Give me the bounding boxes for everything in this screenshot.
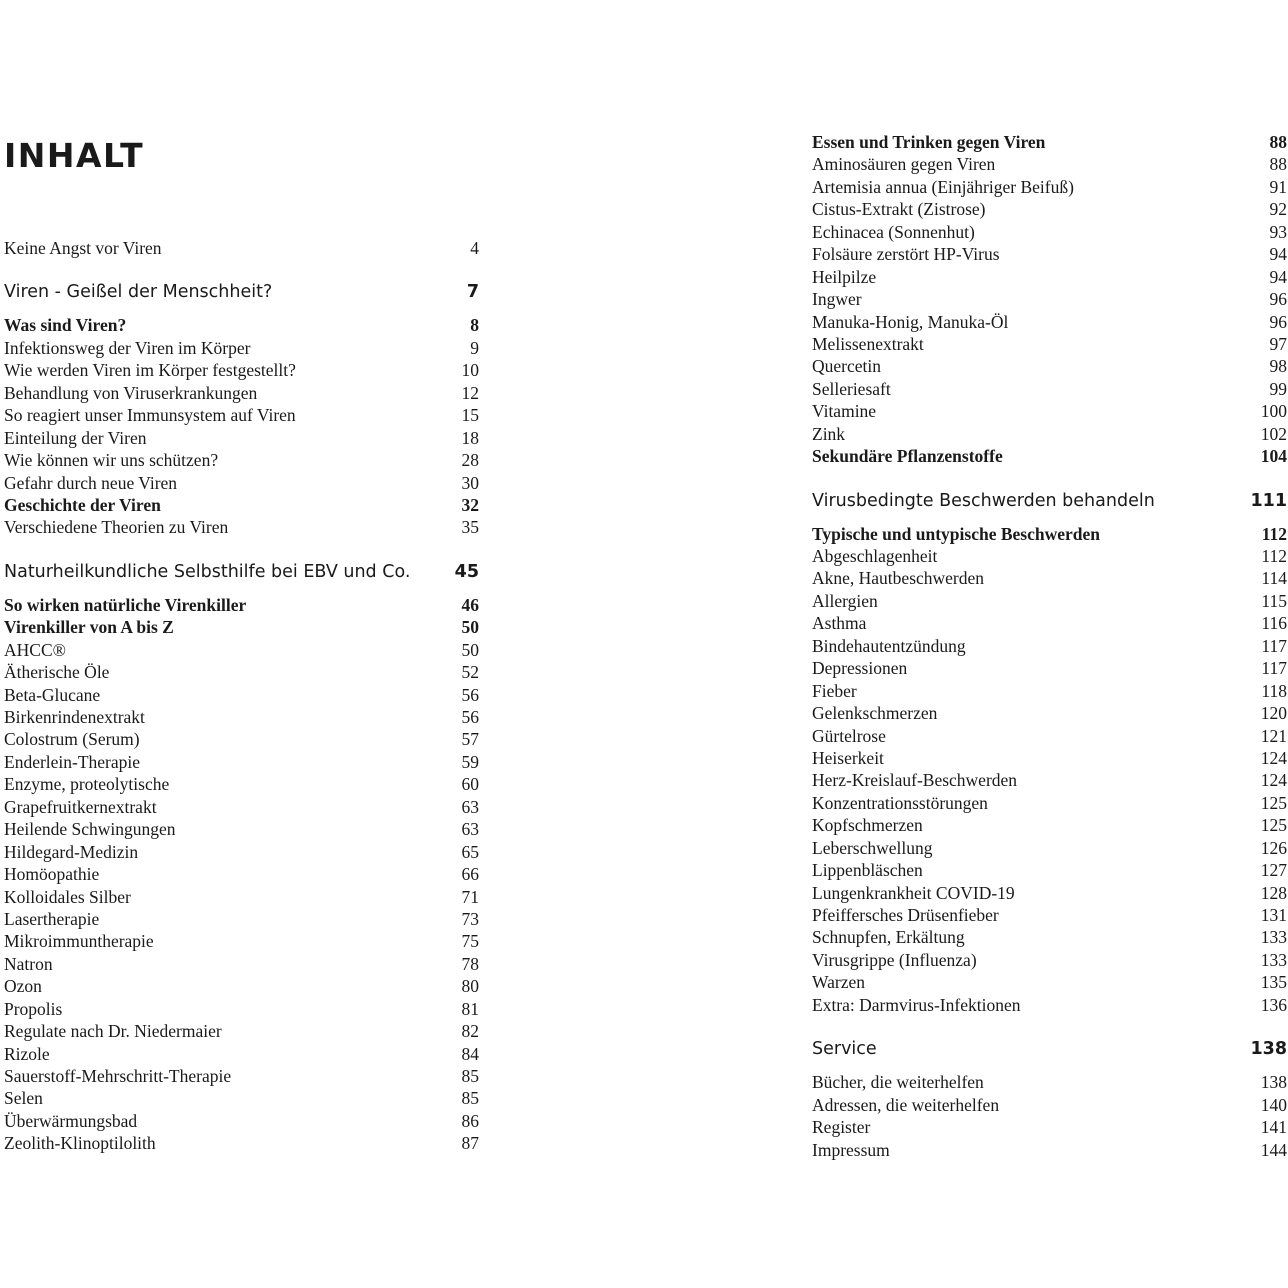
toc-page-number: 96 [1269,311,1287,332]
toc-entry-label: Selen [4,1088,43,1109]
toc-page-number: 98 [1269,356,1287,377]
toc-entry-label: Wie können wir uns schützen? [4,450,219,471]
toc-column-left [4,237,479,1155]
toc-entry[interactable] [4,472,479,494]
toc-entry-label: Fieber [812,680,857,701]
toc-chapter-entry[interactable] [812,131,1287,153]
toc-entry-label: Manuka-Honig, Manuka-Öl [812,311,1009,332]
toc-entry-label: So reagiert unser Immunsystem auf Viren [4,405,296,426]
toc-page-number: 56 [461,707,479,727]
toc-page-number: 120 [1260,703,1287,724]
toc-page-number: 116 [1261,613,1287,634]
toc-entry-label: Colostrum (Serum) [4,729,140,750]
toc-section-heading[interactable] [4,270,479,314]
toc-entry-label: Adressen, die weiterhelfen [812,1094,1000,1115]
toc-entry-label: Aminosäuren gegen Viren [812,154,996,175]
toc-chapter-entry[interactable] [4,314,479,336]
toc-entry[interactable] [4,684,479,706]
toc-entry[interactable] [812,1139,1287,1161]
toc-entry[interactable] [812,400,1287,422]
toc-entry-label: Verschiedene Theorien zu Viren [4,517,229,538]
toc-entry-label: Lasertherapie [4,908,100,929]
toc-page-number: 56 [461,684,479,705]
toc-page-number: 66 [461,864,479,885]
toc-page-number: 85 [461,1088,479,1109]
toc-entry[interactable] [4,818,479,840]
toc-entry-label: Ätherische Öle [4,662,110,683]
toc-entry[interactable] [812,904,1287,926]
toc-page-number: 45 [454,561,479,582]
toc-entry[interactable] [812,378,1287,400]
toc-page-number: 50 [461,639,479,660]
toc-page-number: 78 [461,953,479,974]
toc-entry[interactable] [4,841,479,863]
toc-entry[interactable] [812,725,1287,747]
toc-entry[interactable] [4,382,479,404]
toc-entry-label: Service [812,1039,877,1060]
toc-entry-label: Kolloidales Silber [4,886,131,907]
toc-entry[interactable] [812,994,1287,1016]
toc-entry[interactable] [4,639,479,661]
toc-entry-label: Heilende Schwingungen [4,819,176,840]
toc-entry[interactable] [4,953,479,975]
toc-entry-label: Enderlein-Therapie [4,751,141,772]
toc-page-number: 28 [461,450,479,471]
toc-entry-label: Folsäure zerstört HP-Virus [812,244,1000,265]
toc-page-number: 94 [1269,266,1287,287]
toc-entry-label: Typische und untypische Beschwerden [812,523,1100,544]
toc-entry[interactable] [812,1094,1287,1116]
toc-entry-label: Virenkiller von A bis Z [4,617,174,638]
toc-page-number: 124 [1260,747,1287,768]
toc-entry-label: Was sind Viren? [4,315,127,336]
toc-entry-label: Sauerstoff-Mehrschritt-Therapie [4,1066,232,1086]
toc-entry-label: Kopfschmerzen [812,815,923,836]
toc-entry[interactable] [812,635,1287,657]
toc-entry-label: Einteilung der Viren [4,427,147,448]
toc-page-number: 131 [1260,905,1287,925]
toc-page-number: 18 [461,427,479,448]
toc-entry[interactable] [812,814,1287,836]
toc-entry-label: Konzentrationsstörungen [812,792,988,813]
toc-entry-label: Viren - Geißel der Menschheit? [4,282,273,303]
toc-page-number: 60 [461,774,479,795]
toc-entry-label: Melissenextrakt [812,333,924,354]
toc-entry-label: Homöopathie [4,864,100,885]
toc-entry[interactable] [812,423,1287,445]
toc-entry-label: Bindehautentzündung [812,635,966,656]
toc-entry[interactable] [4,1043,479,1065]
toc-page-number: 10 [461,360,479,381]
toc-page-number: 102 [1260,423,1287,444]
toc-chapter-entry[interactable] [812,445,1287,467]
toc-entry-label: Infektionsweg der Viren im Körper [4,337,251,358]
toc-page-number: 133 [1260,927,1287,948]
toc-entry[interactable] [4,1087,479,1109]
toc-entry[interactable] [812,971,1287,993]
toc-entry[interactable] [4,863,479,885]
toc-page-number: 96 [1269,289,1287,310]
toc-entry-label: Virusbedingte Beschwerden behandeln [812,490,1155,511]
toc-page-number: 8 [470,315,479,336]
toc-page-number: 93 [1269,221,1287,242]
toc-entry-label: Essen und Trinken gegen Viren [812,132,1046,152]
toc-entry[interactable] [812,590,1287,612]
toc-entry-label: Zeolith-Klinoptilolith [4,1133,156,1154]
toc-page-number: 97 [1269,333,1287,354]
toc-entry-label: Gürtelrose [812,725,886,746]
toc-entry[interactable] [4,661,479,683]
toc-page-number: 138 [1250,1039,1287,1060]
toc-page-number: 136 [1260,994,1287,1015]
toc-entry-label: Gelenkschmerzen [812,703,938,724]
toc-entry-label: AHCC® [4,639,66,660]
toc-entry[interactable] [812,243,1287,265]
toc-entry-label: Geschichte der Viren [4,494,161,515]
toc-chapter-entry[interactable] [812,523,1287,545]
toc-entry[interactable] [4,998,479,1020]
toc-page-number: 86 [461,1110,479,1131]
toc-page-number: 7 [466,282,479,303]
toc-entry[interactable] [812,567,1287,589]
toc-page-number: 88 [1269,154,1287,175]
toc-page-number: 118 [1261,680,1287,701]
toc-section-heading[interactable] [812,1027,1287,1071]
toc-entry[interactable] [4,237,479,259]
toc-entry-label: Register [812,1117,871,1138]
toc-entry-label: Gefahr durch neue Viren [4,472,178,493]
toc-page-number: 125 [1260,815,1287,836]
toc-entry-label: Pfeiffersches Drüsenfieber [812,905,999,925]
toc-entry-label: Wie werden Viren im Körper festgestellt? [4,360,296,381]
toc-entry-label: Enzyme, proteolytische [4,774,170,795]
toc-page-number: 87 [461,1133,479,1154]
toc-entry[interactable] [812,792,1287,814]
toc-page-number: 100 [1260,401,1287,422]
toc-column-right [812,131,1287,1161]
toc-page-number: 121 [1260,725,1287,746]
toc-entry[interactable] [4,908,479,930]
toc-entry-label: Selleriesaft [812,378,891,399]
toc-page-number: 85 [461,1066,479,1086]
section-spacer [812,468,1287,479]
toc-entry[interactable] [812,680,1287,702]
toc-page-number: 50 [461,617,479,638]
toc-entry[interactable] [4,975,479,997]
toc-page-number: 138 [1260,1072,1287,1093]
toc-page-number: 114 [1261,568,1287,589]
toc-page-number: 125 [1260,792,1287,813]
toc-page-number: 32 [461,494,479,515]
toc-entry-label: Hildegard-Medizin [4,841,139,862]
toc-entry[interactable] [812,266,1287,288]
toc-entry[interactable] [4,773,479,795]
toc-entry-label: Grapefruitkernextrakt [4,796,157,817]
toc-entry[interactable] [4,359,479,381]
toc-page-number: 112 [1261,523,1287,544]
toc-entry[interactable] [4,930,479,952]
toc-chapter-entry[interactable] [4,616,479,638]
toc-page-number: 117 [1261,658,1287,679]
toc-entry-label: Propolis [4,998,63,1019]
toc-entry-label: Warzen [812,972,865,993]
toc-page-number: 117 [1261,635,1287,656]
toc-entry[interactable] [4,796,479,818]
toc-entry[interactable] [4,427,479,449]
section-spacer [812,1016,1287,1027]
toc-entry[interactable] [812,153,1287,175]
toc-entry[interactable] [812,859,1287,881]
toc-entry-label: Bücher, die weiterhelfen [812,1072,984,1093]
toc-entry-label: Behandlung von Viruserkrankungen [4,382,258,403]
toc-entry[interactable] [812,657,1287,679]
toc-entry[interactable] [812,747,1287,769]
toc-page-number: 144 [1260,1139,1287,1160]
toc-entry[interactable] [4,449,479,471]
toc-page-number: 15 [461,405,479,426]
toc-page-number: 126 [1260,837,1287,858]
toc-entry-label: Vitamine [812,401,877,422]
toc-chapter-entry[interactable] [4,494,479,516]
toc-entry-label: Extra: Darmvirus-Infektionen [812,994,1021,1015]
toc-entry[interactable] [812,702,1287,724]
toc-entry[interactable] [812,198,1287,220]
toc-page-number: 65 [461,841,479,862]
toc-entry[interactable] [4,1065,479,1087]
toc-entry[interactable] [4,1132,479,1154]
toc-entry-label: Quercetin [812,356,881,377]
toc-page-number: 63 [461,796,479,817]
toc-entry[interactable] [812,949,1287,971]
toc-page-number: 135 [1260,972,1287,993]
toc-entry[interactable] [4,404,479,426]
toc-entry[interactable] [812,1116,1287,1138]
toc-entry-label: Birkenrindenextrakt [4,707,145,727]
toc-entry[interactable] [812,926,1287,948]
toc-entry[interactable] [812,288,1287,310]
toc-page-number: 46 [461,594,479,615]
toc-section-heading[interactable] [812,479,1287,523]
toc-entry[interactable] [812,311,1287,333]
toc-entry[interactable] [4,516,479,538]
toc-entry-label: Natron [4,953,53,974]
toc-entry-label: Beta-Glucane [4,684,101,705]
toc-section-heading[interactable] [4,550,479,594]
page-title: INHALT [4,136,145,175]
toc-entry-label: Überwärmungsbad [4,1110,138,1131]
toc-entry[interactable] [812,837,1287,859]
toc-entry[interactable] [812,221,1287,243]
toc-page-number: 92 [1269,199,1287,220]
toc-page-number: 124 [1260,770,1287,791]
toc-entry[interactable] [812,355,1287,377]
toc-page-number: 80 [461,976,479,997]
toc-page-number: 12 [461,382,479,403]
toc-page-number: 57 [461,729,479,750]
toc-entry-label: So wirken natürliche Virenkiller [4,594,247,615]
toc-entry-label: Echinacea (Sonnenhut) [812,221,975,242]
toc-entry-label: Abgeschlagenheit [812,546,938,566]
toc-page-number: 63 [461,819,479,840]
toc-entry-label: Lungenkrankheit COVID-19 [812,882,1015,903]
toc-entry-label: Heiserkeit [812,747,884,768]
toc-entry[interactable] [4,728,479,750]
toc-page-number: 59 [461,751,479,772]
toc-entry-label: Akne, Hautbeschwerden [812,568,985,589]
toc-entry-label: Schnupfen, Erkältung [812,927,965,948]
toc-entry[interactable] [812,882,1287,904]
toc-page-number: 112 [1261,546,1287,566]
toc-entry-label: Rizole [4,1043,50,1064]
toc-entry-label: Heilpilze [812,266,877,287]
toc-entry-label: Naturheilkundliche Selbsthilfe bei EBV und Co. [4,561,411,582]
toc-page-number: 99 [1269,378,1287,399]
toc-entry-label: Mikroimmuntherapie [4,931,154,952]
toc-entry-label: Leberschwellung [812,837,933,858]
toc-page-number: 88 [1269,132,1287,152]
toc-page-number: 81 [461,998,479,1019]
toc-entry-label: Herz-Kreislauf-Beschwerden [812,770,1018,791]
toc-entry[interactable] [4,337,479,359]
toc-entry-label: Ozon [4,976,42,997]
toc-page-number: 30 [461,472,479,493]
toc-page-number: 91 [1269,176,1287,197]
toc-entry[interactable] [812,612,1287,634]
toc-entry-label: Keine Angst vor Viren [4,238,162,258]
section-spacer [4,259,479,270]
toc-page-number: 133 [1260,949,1287,970]
toc-entry-label: Artemisia annua (Einjähriger Beifuß) [812,176,1074,197]
toc-page-number: 104 [1260,446,1287,467]
toc-page-number: 94 [1269,244,1287,265]
toc-entry-label: Virusgrippe (Influenza) [812,949,977,970]
toc-page-number: 75 [461,931,479,952]
toc-entry-label: Impressum [812,1139,890,1160]
toc-entry[interactable] [4,1110,479,1132]
toc-page-number: 128 [1260,882,1287,903]
toc-entry-label: Regulate nach Dr. Niedermaier [4,1021,222,1042]
toc-page-number: 140 [1260,1094,1287,1115]
toc-page-number: 127 [1260,860,1287,881]
toc-entry-label: Ingwer [812,289,862,310]
toc-page-number: 84 [461,1043,479,1064]
toc-entry-label: Allergien [812,590,878,611]
toc-page-number: 71 [461,886,479,907]
toc-entry[interactable] [812,769,1287,791]
toc-page-number: 4 [470,238,479,258]
section-spacer [4,539,479,550]
toc-entry[interactable] [812,1071,1287,1093]
toc-entry[interactable] [812,176,1287,198]
toc-entry-label: Lippenbläschen [812,860,923,881]
toc-page-number: 9 [470,337,479,358]
toc-entry[interactable] [4,886,479,908]
toc-page-number: 82 [461,1021,479,1042]
toc-entry[interactable] [812,545,1287,567]
toc-page-number: 141 [1260,1117,1287,1138]
toc-entry[interactable] [812,333,1287,355]
toc-page-number: 52 [461,662,479,683]
toc-entry[interactable] [4,706,479,728]
toc-page-number: 73 [461,908,479,929]
toc-page-number: 111 [1250,490,1287,511]
toc-entry[interactable] [4,1020,479,1042]
toc-entry-label: Sekundäre Pflanzenstoffe [812,446,1003,467]
toc-entry[interactable] [4,751,479,773]
toc-entry-label: Zink [812,423,846,444]
toc-page-number: 115 [1261,590,1287,611]
toc-page-number: 35 [461,517,479,538]
toc-entry-label: Depressionen [812,658,908,679]
toc-entry-label: Asthma [812,613,867,634]
toc-entry-label: Cistus-Extrakt (Zistrose) [812,199,986,220]
toc-chapter-entry[interactable] [4,594,479,616]
